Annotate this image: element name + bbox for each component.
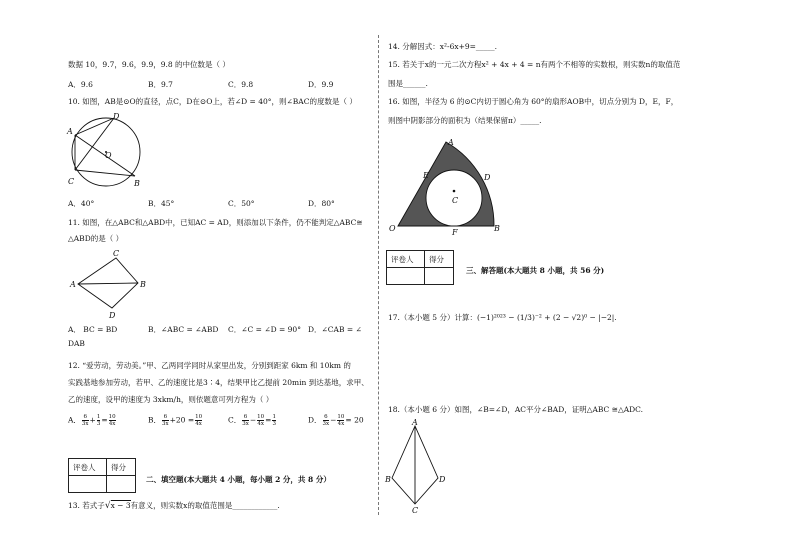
q15-line2: 围是______. bbox=[388, 79, 428, 88]
score-header: 得分 bbox=[425, 251, 454, 268]
q11-line2: △ABD的是（ ） bbox=[68, 234, 124, 243]
label-F: F bbox=[452, 228, 458, 237]
q12-option-c: C． $\frac{6}{3x}$ − $\frac{10}{4x}$ = $\frac{1}{3}$ bbox=[228, 414, 276, 427]
q9-option-d: D．9.9 bbox=[308, 80, 334, 89]
section3-title: 三、解答题(本大题共 8 小题，共 56 分) bbox=[466, 266, 605, 275]
q9-option-a: A．9.6 bbox=[68, 80, 93, 89]
label-C: C bbox=[113, 249, 120, 258]
label-E: E bbox=[423, 171, 429, 180]
q12-option-d: D． $\frac{6}{3x}$ − $\frac{10}{4x}$ = 20 bbox=[308, 414, 364, 427]
q16-line1: 16. 如图，半径为 6 的⊙C内切于圆心角为 60°的扇形AOB中，切点分别为 D，E，F， bbox=[388, 97, 679, 106]
q9-option-b: B．9.7 bbox=[148, 80, 173, 89]
label-D: D bbox=[109, 311, 116, 320]
label-A: A bbox=[448, 138, 454, 147]
q18: 18.（本小题 6 分）如图，∠B=∠D，AC平分∠BAD，证明△ABC ≅△ADC. bbox=[388, 405, 644, 414]
q10-stem: 10. 如图，AB是⊙O的直径，点C，D在⊙O上，若∠D = 40°，则∠BAC的度数是（ ） bbox=[68, 97, 357, 106]
q10-circle-figure bbox=[62, 112, 152, 192]
label-B: B bbox=[494, 224, 500, 233]
grader-cell[interactable] bbox=[69, 476, 107, 493]
label-O: O bbox=[389, 224, 396, 233]
q16-line2: 则图中阴影部分的面积为（结果保留π）_____. bbox=[388, 116, 542, 125]
q14: 14. 分解因式：x²-6x+9=_____. bbox=[388, 42, 498, 51]
label-B: B bbox=[385, 475, 391, 484]
q10-option-c: C．50° bbox=[228, 199, 255, 208]
label-A: A bbox=[67, 127, 73, 136]
q11-option-d-wrap: DAB bbox=[68, 339, 85, 348]
grader-table-left bbox=[68, 458, 136, 493]
label-C: C bbox=[68, 177, 75, 186]
q11-option-d: D．∠CAB = ∠ bbox=[308, 325, 362, 334]
q11-option-b: B．∠ABC = ∠ABD bbox=[148, 325, 219, 334]
score-cell[interactable] bbox=[425, 268, 454, 285]
label-D: D bbox=[484, 173, 491, 182]
label-D: D bbox=[439, 475, 446, 484]
q17: 17.（本小题 5 分）计算：(−1)²⁰²³ − (1/3)⁻² + (2 − √2)⁰ − |−2|. bbox=[388, 313, 617, 322]
grader-cell[interactable] bbox=[387, 268, 425, 285]
q16-sector-figure bbox=[386, 134, 506, 237]
section2-title: 二、填空题(本大题共 4 小题，每小题 2 分，共 8 分） bbox=[146, 475, 331, 484]
q11-line1: 11. 如图，在△ABC和△ABD中，已知AC = AD，则添加以下条件，仍不能判定△ABC≅ bbox=[68, 218, 363, 227]
score-header: 得分 bbox=[107, 459, 136, 476]
label-A: A bbox=[412, 418, 418, 427]
q12-line1: 12. “爱劳动，劳动美。”甲、乙两同学同时从家里出发，分别到距家 6km 和 10km 的 bbox=[68, 361, 351, 370]
q11-quadrilateral-figure bbox=[68, 249, 158, 322]
q12-option-a: A． $\frac{6}{3x}$ + $\frac{1}{3}$ = $\frac{10}{4x}$ bbox=[68, 414, 116, 427]
q13: 13. 若式子√x − 3有意义，则实数x的取值范围是____________. bbox=[68, 501, 280, 511]
q12-line2: 实践基地参加劳动，若甲、乙的速度比是3∶4，结果甲比乙提前 20min 到达基地，求甲、 bbox=[68, 378, 369, 387]
q15-line1: 15. 若关于x的一元二次方程x² + 4x + 4 = n有两个不相等的实数根，则实数n的取值范 bbox=[388, 60, 681, 69]
q10-option-a: A．40° bbox=[68, 199, 95, 208]
q9-option-c: C．9.8 bbox=[228, 80, 254, 89]
column-divider bbox=[378, 35, 379, 515]
q18-kite-figure bbox=[384, 418, 454, 515]
q10-option-b: B．45° bbox=[148, 199, 175, 208]
grader-header: 评卷人 bbox=[69, 459, 107, 476]
label-B: B bbox=[134, 179, 140, 188]
label-C: C bbox=[412, 506, 419, 515]
label-O: O bbox=[105, 151, 112, 160]
score-cell[interactable] bbox=[107, 476, 136, 493]
q11-option-a: A． BC = BD bbox=[68, 325, 118, 334]
q11-option-c: C．∠C = ∠D = 90° bbox=[228, 325, 301, 334]
label-A: A bbox=[70, 280, 76, 289]
q10-option-d: D．80° bbox=[308, 199, 335, 208]
q9-stem: 数据 10，9.7，9.6，9.9，9.8 的中位数是（ ） bbox=[68, 60, 230, 69]
label-C: C bbox=[452, 196, 459, 205]
q12-line3: 乙的速度，设甲的速度为 3xkm/h，则依题意可列方程为（ ） bbox=[68, 395, 274, 404]
grader-table-right bbox=[386, 250, 454, 285]
label-D: D bbox=[113, 112, 120, 121]
grader-header: 评卷人 bbox=[387, 251, 425, 268]
label-B: B bbox=[140, 280, 146, 289]
q12-option-b: B． $\frac{6}{3x}$ +20 = $\frac{10}{4x}$ bbox=[148, 414, 203, 427]
